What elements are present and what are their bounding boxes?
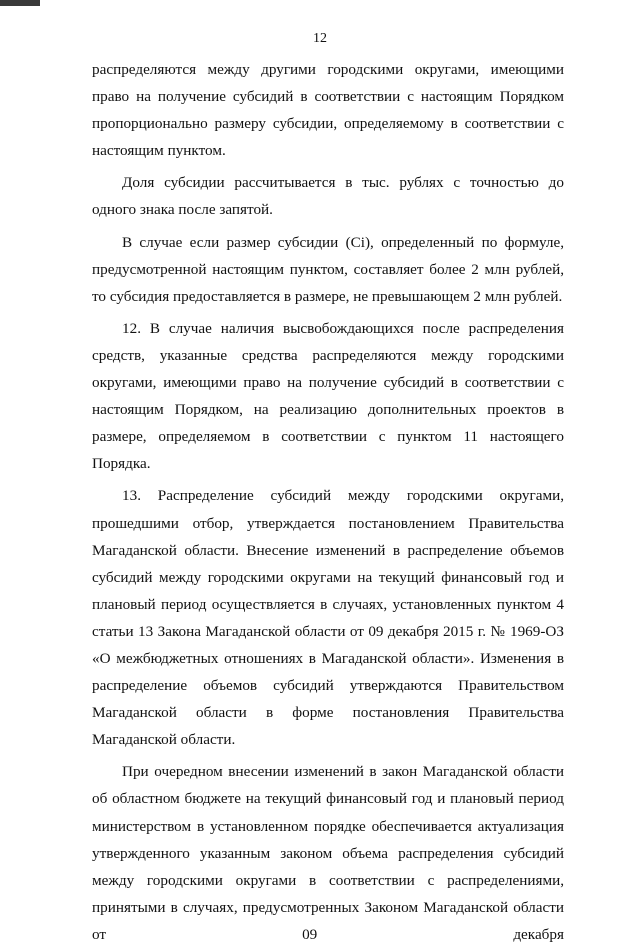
- paragraph-subsidy-limit: В случае если размер субсидии (Ci), определенный по формуле, предусмотренной настоящим пунктом, составляет более 2 млн рублей, то субсидия предоставляется в размере, не превышающем 2 млн рублей.: [92, 233, 564, 305]
- paragraph-item-13: 13. Распределение субсидий между городскими округами, прошедшими отбор, утверждается постановлением Правительства Магаданской области. Внесение изменений в распределение объемов субсидий между городскими округами на текущий финансовый год и плановый период осуществляется в случаях, установленных пунктом 4 статьи 13 Закона Магаданской области от 09 декабря 2015 г. № 1969-ОЗ «О межбюджетных отношениях в Магаданской области». Изменения в распределение объемов субсидий утверждаются Правительством Магаданской области в форме постановления Правительства Магаданской области.: [92, 487, 564, 749]
- paragraph-item-12: 12. В случае наличия высвобождающихся после распределения средств, указанные средства распределяются между городскими округами, имеющими право на получение субсидий в соответствии с настоящим Порядком, на реализацию дополнительных проектов в размере, определяемом в соответствии с пунктом 11 настоящего Порядка.: [92, 319, 564, 473]
- page-body: [92, 56, 564, 948]
- page-number: 12: [313, 31, 327, 46]
- paragraph-share-precision: Доля субсидии рассчитывается в тыс. рублях с точностью до одного знака после запятой.: [92, 174, 564, 219]
- paragraph-continuation: распределяются между другими городскими округами, имеющими право на получение субсидий в соответствии с настоящим Порядком пропорционально размеру субсидии, определяемому в соответствии с настоящим пунктом.: [92, 61, 564, 160]
- scan-corner-mark: [0, 0, 40, 6]
- paragraph-budget-changes: При очередном внесении изменений в закон Магаданской области об областном бюджете на текущий финансовый год и плановый период министерством в установленном порядке обеспечивается актуализация утвержденного указанным законом объема распределения субсидий между городскими округами в соответствии с распределениями, принятыми в случаях, предусмотренных Законом Магаданской области от 09 декабря: [92, 763, 564, 943]
